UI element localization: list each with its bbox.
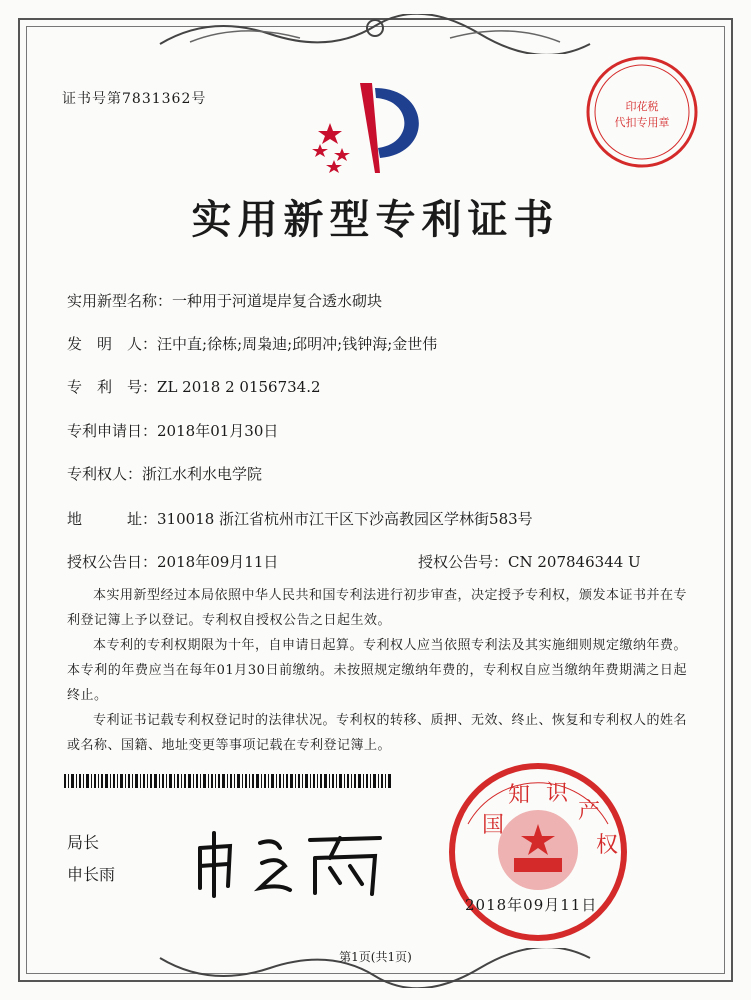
field-value: 一种用于河道堤岸复合透水砌块 [172,292,383,310]
director-name: 申长雨 [67,865,116,884]
field-value: 汪中直;徐栋;周枭迪;邱明冲;钱钟海;金世伟 [157,335,438,353]
field-value: 2018年01月30日 [157,422,279,440]
field-label: 专 利 号： [67,378,158,396]
field-value: CN 207846344 U [508,553,641,571]
svg-text:代扣专用章: 代扣专用章 [614,116,670,129]
barcode-icon [64,774,394,788]
application-date-row [67,420,278,441]
inventor-row [67,333,437,354]
svg-text:识: 识 [546,781,569,806]
field-label: 实用新型名称： [67,292,173,310]
handwritten-signature-icon [190,818,390,898]
issue-date: 2018年09月11日 [465,896,598,914]
svg-text:权: 权 [596,833,619,858]
field-label: 发 明 人： [67,335,158,353]
field-value: 浙江水利水电学院 [142,465,263,483]
certificate-title: 实用新型专利证书 [191,197,560,243]
certificate-number: 证书号第7831362号 [62,91,207,107]
page-number: 第1页(共1页) [339,950,412,964]
announce-date-row [67,551,278,572]
field-value: 2018年09月11日 [157,553,279,571]
svg-text:产: 产 [578,799,601,824]
announce-number-row [418,551,641,572]
director-title: 局长 [67,833,100,852]
patent-office-logo-icon [300,78,460,178]
field-label: 授权公告号： [418,553,509,571]
top-ornament-icon [150,14,600,54]
notice-paragraph: 专利证书记载专利权登记时的法律状况。专利权的转移、质押、无效、终止、恢复和专利权人的姓名或名称、国籍、地址变更等事项记载在专利登记簿上。 [67,713,688,753]
patent-number-row [67,376,321,397]
field-value: 310018 浙江省杭州市江干区下沙高教园区学林街583号 [157,510,533,528]
field-label: 专利申请日： [67,422,158,440]
patentee-row [67,463,262,484]
field-label: 地 址： [67,510,158,528]
svg-text:印花税: 印花税 [625,100,659,113]
field-label: 专利权人： [67,465,143,483]
svg-text:国: 国 [482,813,505,838]
field-value: ZL 2018 2 0156734.2 [157,378,321,396]
svg-text:知: 知 [508,783,531,808]
notice-paragraph: 本专利的专利权期限为十年，自申请日起算。专利权人应当依照专利法及其实施细则规定缴纳年费。本专利的年费应当在每年01月30日前缴纳。未按照规定缴纳年费的，专利权自应当缴纳年费期满之日起终止。 [67,638,688,703]
field-label: 授权公告日： [67,553,158,571]
tax-stamp-icon [582,52,702,172]
notice-paragraph: 本实用新型经过本局依照中华人民共和国专利法进行初步审查，决定授予专利权，颁发本证书并在专利登记簿上予以登记。专利权自授权公告之日起生效。 [67,588,688,628]
red-seal-icon [428,762,648,942]
utility-model-name-row [67,290,382,311]
address-row [67,508,533,529]
